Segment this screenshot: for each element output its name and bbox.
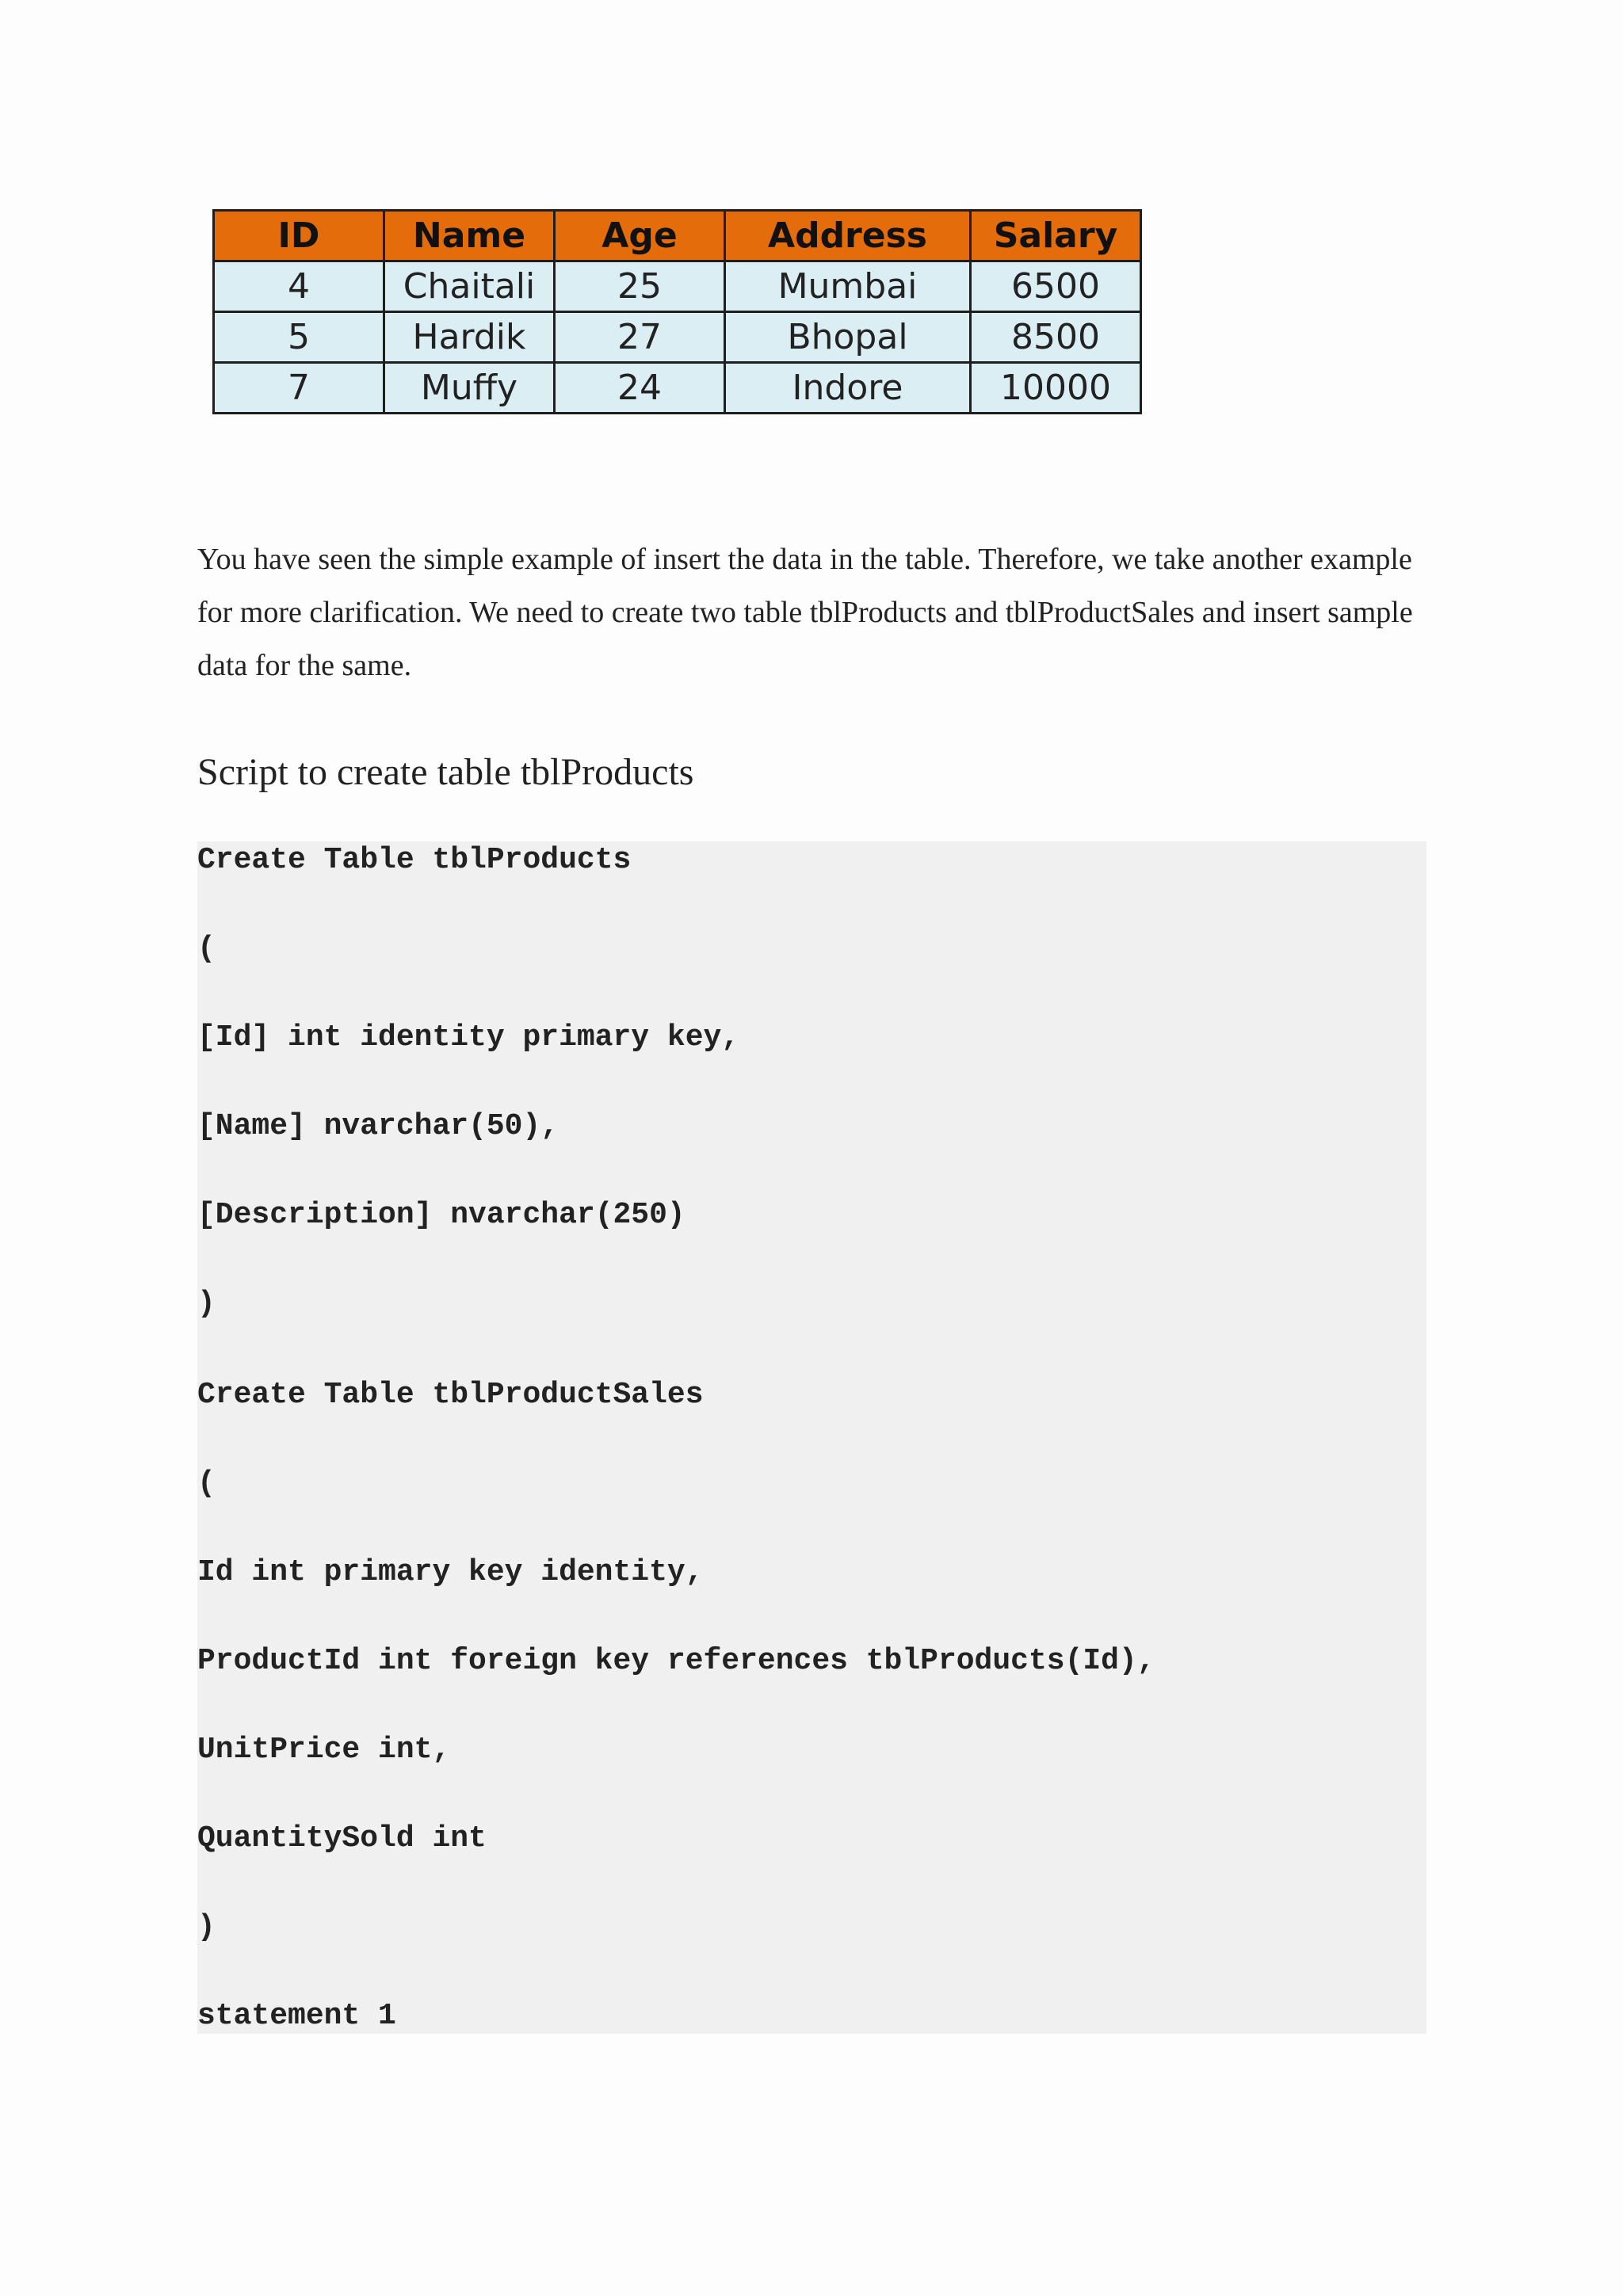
- code-line: [Name] nvarchar(50),: [197, 1109, 559, 1143]
- code-line: Create Table tblProducts: [197, 843, 632, 877]
- table-row: [214, 312, 1141, 363]
- table-cell: 5: [214, 312, 384, 363]
- code-line: Id int primary key identity,: [197, 1555, 704, 1589]
- table-header-row: [214, 211, 1141, 261]
- table-cell: Indore: [725, 363, 971, 414]
- table-cell: 10000: [971, 363, 1141, 414]
- employee-table: [212, 209, 1142, 414]
- table-cell: 7: [214, 363, 384, 414]
- column-header-address: Address: [725, 211, 971, 261]
- table-cell: Chaitali: [384, 261, 555, 312]
- section-heading: Script to create table tblProducts: [197, 751, 694, 793]
- column-header-id: ID: [214, 211, 384, 261]
- code-line: ProductId int foreign key references tblProducts(Id),: [197, 1644, 1155, 1678]
- table-cell: Muffy: [384, 363, 555, 414]
- table-row: [214, 261, 1141, 312]
- table-cell: Bhopal: [725, 312, 971, 363]
- table-cell: 8500: [971, 312, 1141, 363]
- column-header-salary: Salary: [971, 211, 1141, 261]
- code-line: (: [197, 932, 216, 966]
- code-block: [197, 841, 1426, 2034]
- table-cell: 25: [555, 261, 725, 312]
- code-line: statement 1: [197, 1999, 396, 2033]
- code-line: Create Table tblProductSales: [197, 1378, 704, 1412]
- table-row: [214, 363, 1141, 414]
- table-cell: 24: [555, 363, 725, 414]
- table-cell: 4: [214, 261, 384, 312]
- intro-paragraph: You have seen the simple example of insert the data in the table. Therefore, we take another example for more clarification. We need to create two table tblProducts and tblProductSales and insert sample data for the same.: [197, 543, 1413, 682]
- code-line: ): [197, 1910, 216, 1944]
- code-line: QuantitySold int: [197, 1821, 487, 1855]
- table-cell: 6500: [971, 261, 1141, 312]
- column-header-age: Age: [555, 211, 725, 261]
- code-line: ): [197, 1287, 216, 1321]
- code-line: (: [197, 1466, 216, 1501]
- table-cell: Hardik: [384, 312, 555, 363]
- table-cell: 27: [555, 312, 725, 363]
- code-line: UnitPrice int,: [197, 1733, 451, 1767]
- code-line: [Id] int identity primary key,: [197, 1020, 740, 1055]
- table-cell: Mumbai: [725, 261, 971, 312]
- column-header-name: Name: [384, 211, 555, 261]
- code-line: [Description] nvarchar(250): [197, 1198, 685, 1232]
